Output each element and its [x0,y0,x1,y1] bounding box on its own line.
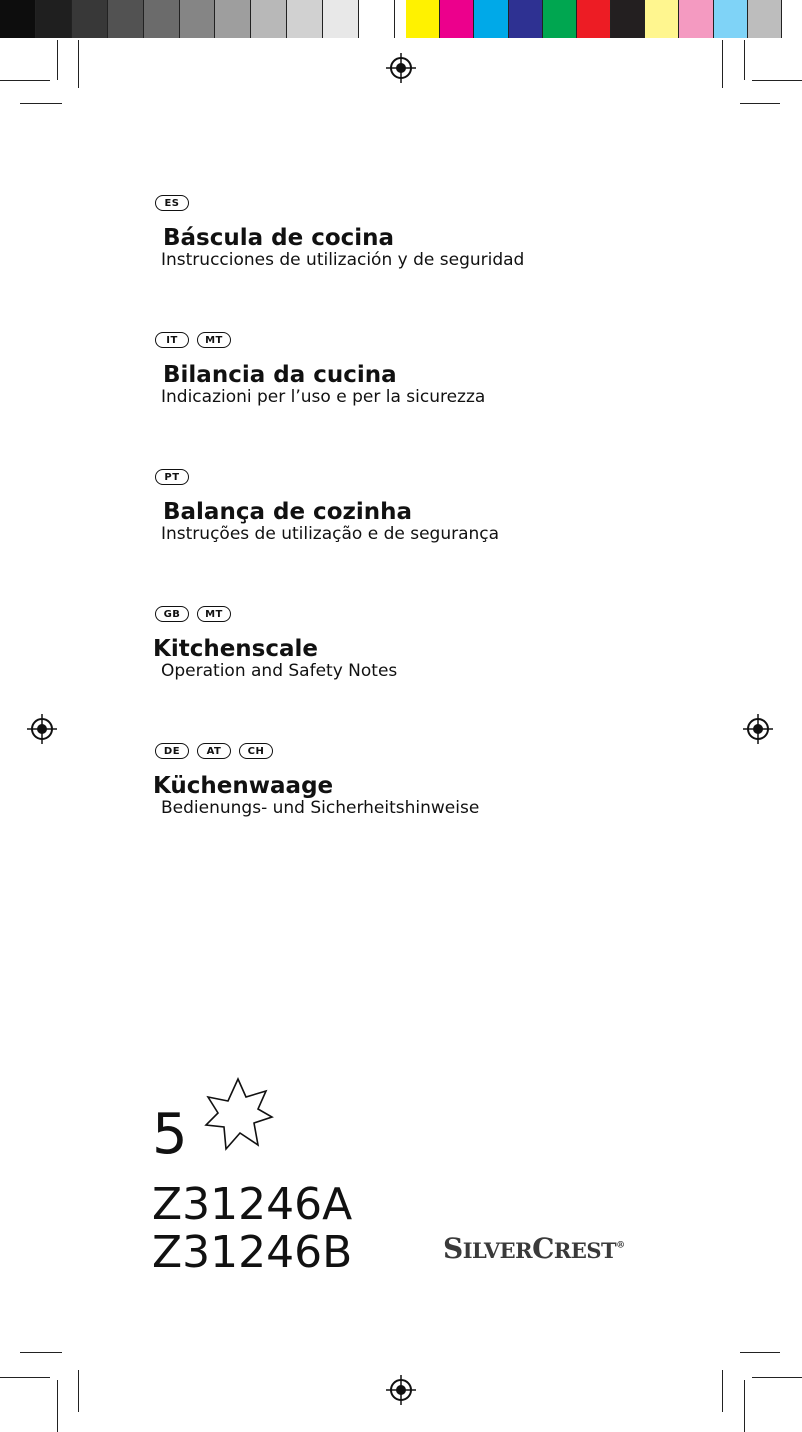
product-title: Kitchenscale [153,636,319,662]
color-swatch [577,0,611,38]
crop-mark [0,80,50,81]
language-section-it [153,332,713,408]
crop-mark [752,80,802,81]
country-badge: CH [239,743,273,759]
crop-mark [78,1370,79,1412]
color-swatch [251,0,287,38]
crop-mark [752,1377,802,1378]
color-swatch [714,0,748,38]
country-badge: ES [155,195,189,211]
registration-mark-icon [386,1375,416,1405]
country-badge: MT [197,606,231,622]
language-section-de [153,743,713,819]
country-badge: IT [155,332,189,348]
country-badges [155,743,713,763]
crop-mark [740,103,780,104]
color-swatch [144,0,180,38]
color-swatch [748,0,782,38]
silvercrest-logo: SILVERCREST® [443,1232,625,1265]
model-number: Z31246A [152,1179,353,1230]
crop-mark [722,40,723,88]
color-swatch [287,0,323,38]
crop-mark [57,1380,58,1432]
model-block [152,1075,352,1277]
country-badge: GB [155,606,189,622]
registration-mark-icon [743,714,773,744]
warranty-star-icon [200,1075,276,1151]
crop-mark [744,40,745,80]
crop-mark [722,1370,723,1412]
country-badges [155,195,713,215]
crop-mark [740,1352,780,1353]
language-section-es [153,195,713,271]
color-swatch [645,0,679,38]
color-swatch [509,0,543,38]
country-badge: AT [197,743,231,759]
crop-mark [57,40,58,80]
crop-mark [20,1352,62,1353]
color-swatch [359,0,395,38]
product-subtitle: Instrucciones de utilización y de seguridad [161,250,525,270]
country-badges [155,332,713,352]
color-swatch [180,0,216,38]
color-swatch [215,0,251,38]
color-calibration-bar [0,0,802,38]
country-badge: MT [197,332,231,348]
language-section-pt [153,469,713,545]
product-title: Báscula de cocina [163,225,395,251]
color-swatch [440,0,474,38]
crop-mark [0,1377,50,1378]
country-badges [155,606,713,626]
product-title: Balança de cozinha [163,499,413,525]
country-badges [155,469,713,489]
color-swatch [72,0,108,38]
product-subtitle: Indicazioni per l’uso e per la sicurezza [161,387,486,407]
registration-mark-icon [386,53,416,83]
model-number: Z31246B [152,1227,353,1278]
registration-mark-icon [27,714,57,744]
country-badge: DE [155,743,189,759]
product-title: Bilancia da cucina [163,362,397,388]
color-swatch [611,0,645,38]
product-subtitle: Operation and Safety Notes [161,661,398,681]
color-swatch [474,0,508,38]
color-swatch [108,0,144,38]
product-subtitle: Bedienungs- und Sicherheitshinweise [161,798,480,818]
color-swatch [0,0,36,38]
crop-mark [20,103,62,104]
color-swatch [679,0,713,38]
color-swatch [323,0,359,38]
color-swatch [543,0,577,38]
country-badge: PT [155,469,189,485]
product-subtitle: Instruções de utilização e de segurança [161,524,500,544]
language-section-gb [153,606,713,682]
product-title: Küchenwaage [153,773,334,799]
warranty-years: 5 [152,1102,188,1167]
color-swatch [36,0,72,38]
crop-mark [78,40,79,88]
crop-mark [744,1380,745,1432]
color-swatch [406,0,440,38]
